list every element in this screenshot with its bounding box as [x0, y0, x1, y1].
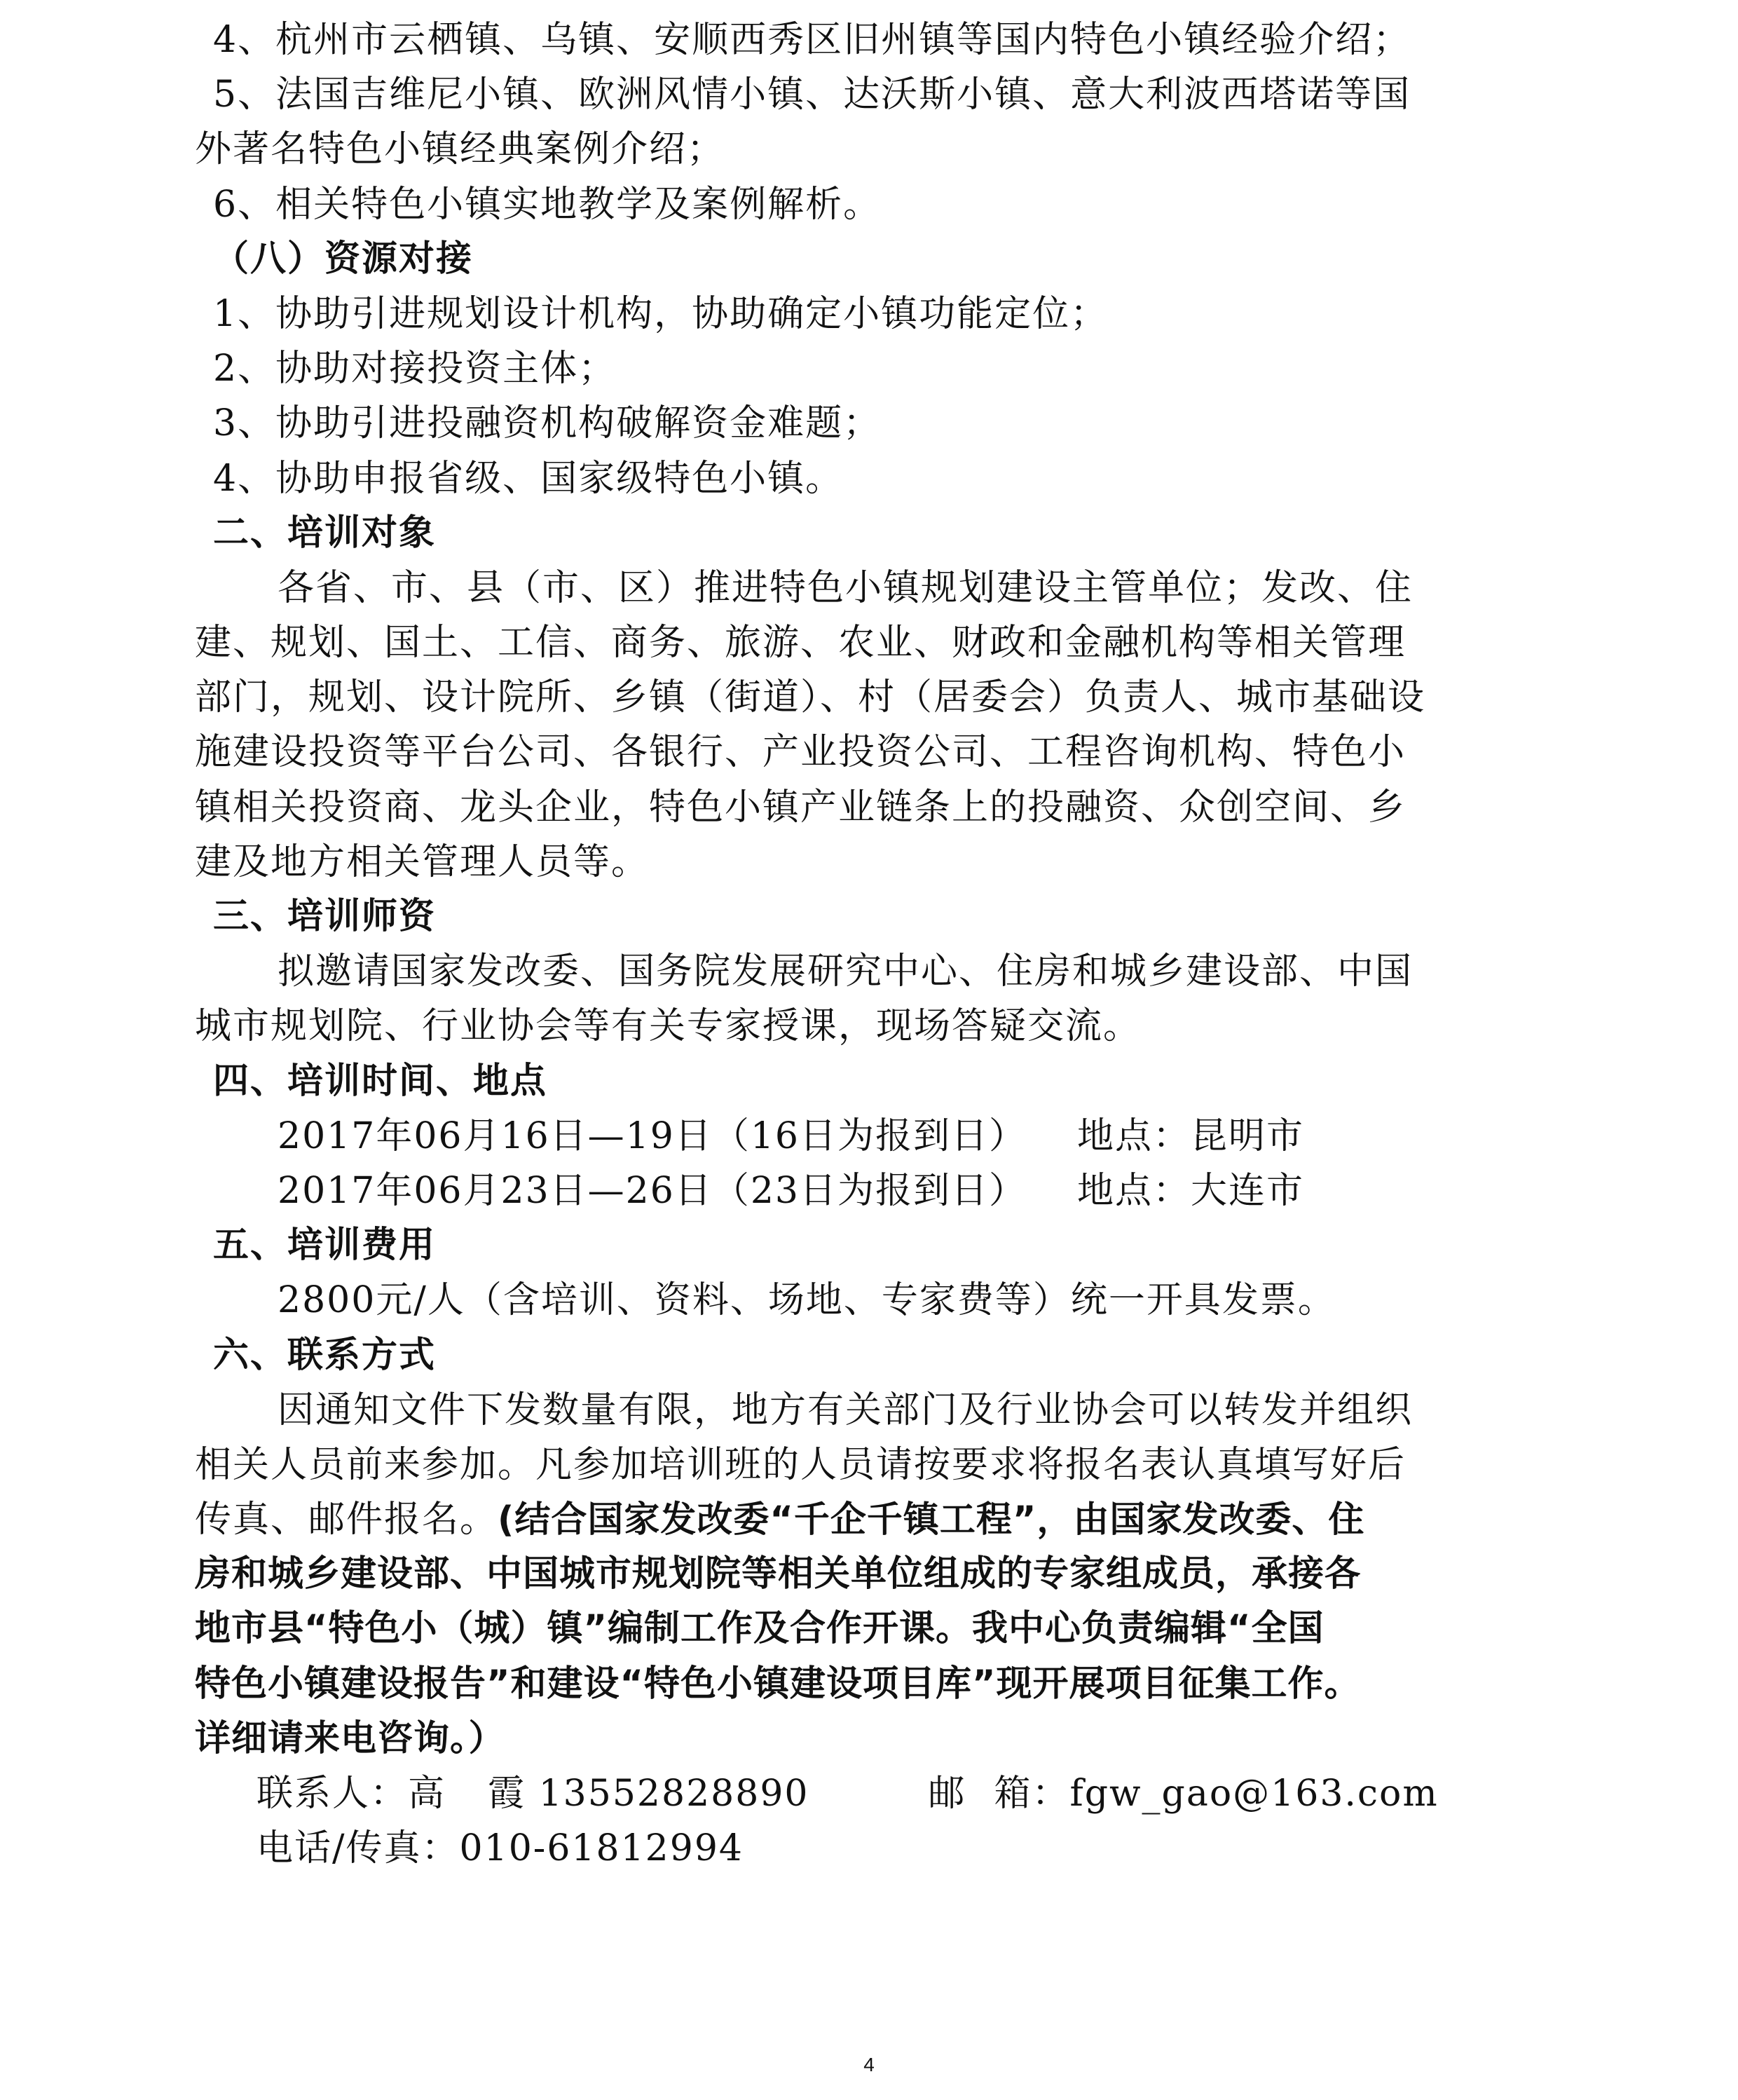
contact-email: 箱：fgw_gao@163.com [994, 1773, 1439, 1815]
contact-paragraph-bold: (结合国家发改委“千企千镇工程”，由国家发改委、住 [498, 1499, 1365, 1541]
teachers-heading: 三、培训师资 [213, 896, 437, 937]
fees-heading: 五、培训费用 [213, 1225, 437, 1267]
schedule-date: 2017年06月23日—26日（23日为报到日） [278, 1169, 1027, 1212]
section7-item-6: 6、相关特色小镇实地教学及案例解析。 [213, 183, 882, 226]
contact-bold-line: 特色小镇建设报告”和建设“特色小镇建设项目库”现开展项目征集工作。 [195, 1663, 1361, 1705]
contact-paragraph-line [195, 1492, 1540, 1547]
document-page [195, 13, 1540, 1876]
contact-paragraph-line: 因通知文件下发数量有限，地方有关部门及行业协会可以转发并组织 [278, 1389, 1414, 1431]
targets-paragraph-line: 施建设投资等平台公司、各银行、产业投资公司、工程咨询机构、特色小 [195, 731, 1407, 774]
targets-paragraph-line: 部门，规划、设计院所、乡镇（街道）、村（居委会）负责人、城市基础设 [195, 676, 1426, 719]
targets-heading: 二、培训对象 [213, 512, 437, 554]
section7-item-4: 4、杭州市云栖镇、乌镇、安顺西秀区旧州镇等国内特色小镇经验介绍； [213, 19, 1411, 61]
contact-bold-line: 地市县“特色小（城）镇”编制工作及合作开课。我中心负责编辑“全国 [195, 1608, 1325, 1650]
contact-person-label: 联系人：高 [256, 1773, 446, 1815]
schedule-place: 地点：昆明市 [1077, 1114, 1305, 1157]
section7-item-5: 5、法国吉维尼小镇、欧洲风情小镇、达沃斯小镇、意大利波西塔诺等国 [213, 74, 1411, 116]
fees-text: 2800元/人（含培训、资料、场地、专家费等）统一开具发票。 [278, 1279, 1336, 1322]
schedule-heading: 四、培训时间、地点 [213, 1060, 548, 1102]
targets-paragraph-line: 各省、市、县（市、区）推进特色小镇规划建设主管单位；发改、住 [278, 566, 1414, 609]
contact-paragraph-line: 相关人员前来参加。凡参加培训班的人员请按要求将报名表认真填写好后 [195, 1443, 1407, 1486]
section8-item-3: 3、协助引进投融资机构破解资金难题； [213, 402, 882, 445]
contact-email-label: 邮 [928, 1773, 966, 1815]
contact-person-row [195, 1766, 1540, 1821]
targets-paragraph-line: 镇相关投资商、龙头企业，特色小镇产业链条上的投融资、众创空间、乡 [195, 786, 1407, 829]
targets-paragraph-line: 建、规划、国土、工信、商务、旅游、农业、财政和金融机构等相关管理 [195, 622, 1407, 664]
contact-person-name-end: 霞 [488, 1773, 526, 1815]
section8-item-1: 1、协助引进规划设计机构，协助确定小镇功能定位； [213, 292, 1109, 335]
section8-item-4: 4、协助申报省级、国家级特色小镇。 [213, 457, 844, 500]
schedule-date: 2017年06月16日—19日（16日为报到日） [278, 1114, 1027, 1157]
teachers-paragraph-line: 城市规划院、行业协会等有关专家授课，现场答疑交流。 [195, 1005, 1142, 1048]
contact-bold-line: 房和城乡建设部、中国城市规划院等相关单位组成的专家组成员，承接各 [195, 1553, 1362, 1595]
section8-title: （八）资源对接 [213, 238, 474, 280]
schedule-row-kunming [195, 1109, 1540, 1164]
contact-phone-row: 电话/传真：010-61812994 [256, 1827, 744, 1870]
targets-paragraph-line: 建及地方相关管理人员等。 [195, 840, 650, 883]
page-number: 4 [863, 2054, 875, 2075]
contact-heading: 六、联系方式 [213, 1334, 437, 1376]
section7-item-5-continuation: 外著名特色小镇经典案例介绍； [195, 128, 725, 171]
contact-bold-line: 详细请来电咨询。） [195, 1717, 505, 1759]
schedule-place: 地点：大连市 [1077, 1169, 1305, 1212]
contact-mobile: 13552828890 [538, 1773, 809, 1815]
teachers-paragraph-line: 拟邀请国家发改委、国务院发展研究中心、住房和城乡建设部、中国 [278, 950, 1414, 993]
schedule-row-dalian [195, 1164, 1540, 1218]
section8-item-2: 2、协助对接投资主体； [213, 348, 617, 390]
contact-paragraph-plain: 传真、邮件报名。 [195, 1499, 498, 1541]
